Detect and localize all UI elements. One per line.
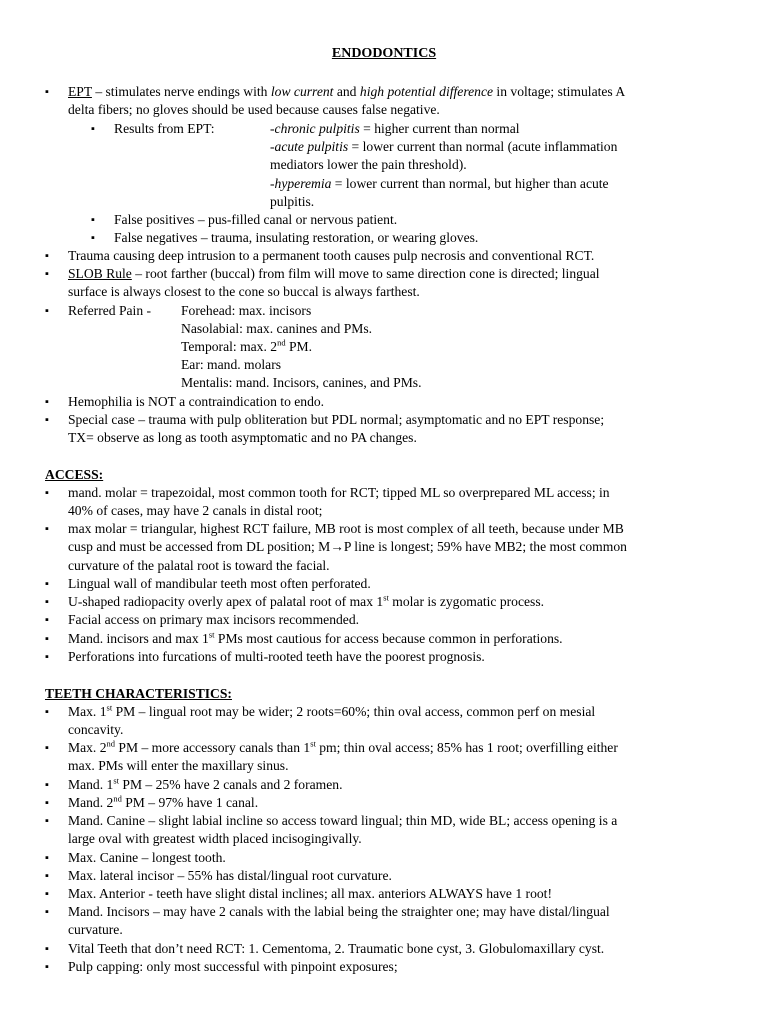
special-case-line-2: TX= observe as long as tooth asymptomatic and no PA changes. [68, 430, 417, 445]
bullet: ▪ [45, 888, 49, 900]
referred-mentalis: Mentalis: mand. Incisors, canines, and PMs. [181, 375, 422, 390]
access-2-line-3: curvature of the palatal root is toward the facial. [68, 558, 330, 573]
slob-term: SLOB Rule [68, 266, 132, 281]
teeth-2-line-2: max. PMs will enter the maxillary sinus. [68, 758, 289, 773]
access-1-line-2: 40% of cases, may have 2 canals in distal root; [68, 503, 323, 518]
bullet: ▪ [45, 815, 49, 827]
hyperemia-line-2: pulpitis. [270, 194, 315, 209]
bullet: ▪ [45, 706, 49, 718]
referred-ear: Ear: mand. molars [181, 357, 282, 372]
teeth-heading: TEETH CHARACTERISTICS: [45, 686, 232, 701]
bullet: ▪ [91, 214, 95, 226]
bullet: ▪ [45, 870, 49, 882]
bullet: ▪ [45, 961, 49, 973]
teeth-1-line-2: concavity. [68, 722, 124, 737]
bullet: ▪ [45, 414, 49, 426]
bullet: ▪ [45, 596, 49, 608]
bullet: ▪ [45, 906, 49, 918]
bullet: ▪ [45, 396, 49, 408]
bullet: ▪ [45, 779, 49, 791]
bullet: ▪ [45, 578, 49, 590]
hyperemia: -hyperemia = lower current than normal, but higher than acute [270, 176, 609, 191]
acute-pulpitis: -acute pulpitis = lower current than normal (acute inflammation [270, 139, 618, 154]
referred-nasolabial: Nasolabial: max. canines and PMs. [181, 321, 373, 336]
chronic-pulpitis: -chronic pulpitis = higher current than normal [270, 121, 520, 136]
teeth-9-line-2: curvature. [68, 922, 123, 937]
bullet: ▪ [45, 742, 49, 754]
slob-line-2: surface is always closest to the cone so buccal is always farthest. [68, 284, 420, 299]
bullet: ▪ [45, 651, 49, 663]
bullet: ▪ [45, 523, 49, 535]
bullet: ▪ [45, 487, 49, 499]
document-page: ENDODONTICS ▪ EPT – stimulates nerve endings with low current and high potential difference in voltage; stimulates A delta fibers; no gloves should be used because causes false negative. ▪ Results from EPT: -chronic pulpitis = higher current than normal -acute pulpitis = lower current than normal (acute inflammation mediators lower the pain threshold). -hyperemia = lower current than normal, but higher than acute pulpitis. ▪ False positives – pus-filled canal or nervous patient. ▪ False negatives – trauma, insulating restoration, or wearing gloves. ▪ Trauma causing deep intrusion to a permanent tooth causes pulp necrosis and conventional RCT. ▪ SLOB Rule – root farther (buccal) from film will move to same direction cone is directed; lingual surface is always closest to the cone so buccal is always farthest. ▪ Referred Pain - Forehead: max. incisors Nasolabial: max. canines and PMs. Temporal: max. 2nd PM. Ear: mand. molars Mentalis: mand. Incisors, canines, and PMs. ▪ Hemophilia is NOT a contraindication to endo. ▪ Special case – trauma with pulp obliteration but PDL normal; asymptomatic and no EPT response; TX= observe as long as tooth asymptomatic and no PA changes. ACCESS: ▪ mand. molar = trapezoidal, most common tooth for RCT; tipped ML so overprepared ML access; in 40% of cases, may have 2 canals in distal root; ▪ max molar = triangular, highest RCT failure, MB root is most complex of all teeth, because under MB cusp and must be accessed from DL position; M→P line is longest; 59% have MB2; the most common curvature of the palatal root is toward the facial. ▪ Lingual wall of mandibular teeth most often perforated. ▪ U-shaped radiopacity overly apex of palatal root of max 1st molar is zygomatic process. ▪ Facial access on primary max incisors recommended. ▪ Mand. incisors and max 1st PMs most cautious for access because common in perforations. ▪ Perforations into furcations of multi-rooted teeth have the poorest prognosis. TEETH CHARACTERISTICS: ▪ Max. 1st PM – lingual root may be wider; 2 roots=60%; thin oval access, common perf on mesial concavity. ▪ Max. 2nd PM – more accessory canals than 1st pm; thin oval access; 85% has 1 root; overfilling either max. PMs will enter the maxillary sinus. ▪ Mand. 1st PM – 25% have 2 canals and 2 foramen. ▪ Mand. 2nd PM – 97% have 1 canal. ▪ Mand. Canine – slight labial incline so access toward lingual; thin MD, wide BL; access opening is a large oval with greatest width placed incisogingivally. ▪ Max. Canine – longest tooth. ▪ Max. lateral incisor – 55% has distal/lingual root curvature. ▪ Max. Anterior - teeth have slight distal inclines; all max. anteriors ALWAYS have 1 root! ▪ Mand. Incisors – may have 2 canals with the labial being the straighter one; may have distal/lingual curvature. ▪ Vital Teeth that don’t need RCT: 1. Cementoma, 2. Traumatic bone cyst, 3. Globulomaxillary cyst. ▪ Pulp capping: only most successful with pinpoint exposures; [0, 0, 768, 1024]
bullet: ▪ [45, 305, 49, 317]
bullet: ▪ [45, 268, 49, 280]
document-title: ENDODONTICS [331, 46, 437, 61]
referred-temporal: Temporal: max. 2nd PM. [181, 337, 313, 354]
bullet: ▪ [45, 614, 49, 626]
access-2-line-2: cusp and must be accessed from DL position; M→P line is longest; 59% have MB2; the most common [68, 539, 627, 554]
bullet: ▪ [91, 123, 95, 135]
referred-label: Referred Pain - [68, 303, 152, 318]
bullet: ▪ [45, 250, 49, 262]
bullet: ▪ [91, 232, 95, 244]
ept-line-2: delta fibers; no gloves should be used because causes false negative. [68, 102, 440, 117]
teeth-5-line-2: large oval with greatest width placed incisogingivally. [68, 831, 362, 846]
results-label: Results from EPT: [114, 121, 215, 136]
access-heading: ACCESS: [45, 467, 104, 482]
bullet: ▪ [45, 633, 49, 645]
ept-term: EPT [68, 84, 92, 99]
acute-pulpitis-line-2: mediators lower the pain threshold). [270, 157, 467, 172]
bullet: ▪ [45, 852, 49, 864]
bullet: ▪ [45, 797, 49, 809]
bullet: ▪ [45, 943, 49, 955]
bullet: ▪ [45, 86, 49, 98]
